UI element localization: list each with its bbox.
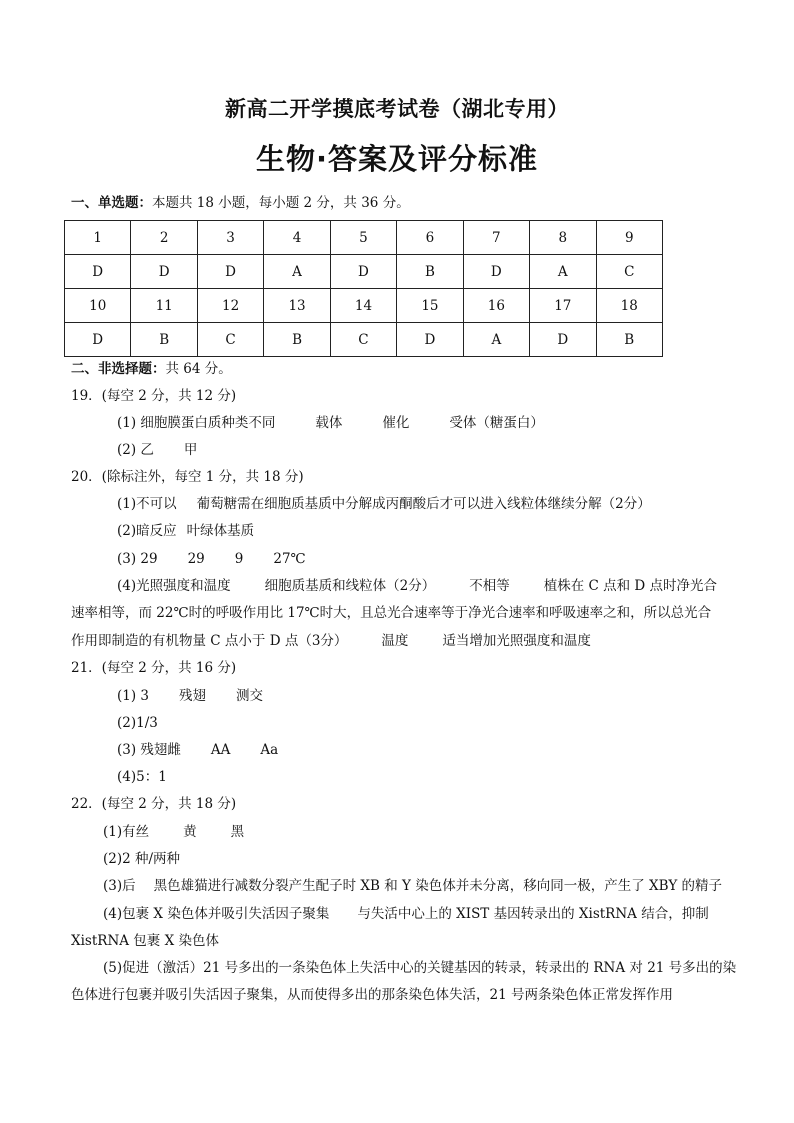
q21-answer-3: [117, 740, 278, 760]
table-cell: 3: [197, 221, 263, 255]
table-cell: D: [330, 255, 396, 289]
section-1-desc: 本题共 18 小题，每小题 2 分，共 36 分。: [152, 195, 410, 211]
table-cell: A: [463, 323, 529, 357]
q19-answer-2: [117, 440, 197, 460]
table-cell: D: [131, 255, 197, 289]
answer-text: 甲: [183, 442, 198, 458]
answer-text: 葡萄糖需在细胞质基质中分解成丙酮酸后才可以进入线粒体继续分解（2分）: [196, 496, 651, 512]
table-cell: 12: [197, 289, 263, 323]
answer-text: (1) 3: [117, 688, 150, 704]
answer-text: AA: [210, 742, 231, 758]
table-cell: 11: [131, 289, 197, 323]
answer-text: (3) 残翅雌: [117, 742, 181, 758]
q20-answer-3: [117, 549, 306, 569]
table-cell: 9: [596, 221, 663, 255]
q22-answer-1: [103, 822, 244, 842]
q22-answer-5: (5)促进（激活）21 号多出的一条染色体上失活中心的关键基因的转录，转录出的 RNA 对 21 号多出的染: [103, 960, 737, 976]
table-cell: A: [530, 255, 596, 289]
answer-text: (3)后: [103, 878, 136, 894]
answer-table: [64, 220, 663, 357]
answer-text: Aa: [260, 742, 279, 758]
answer-text: 27℃: [273, 551, 306, 567]
answer-text: 叶绿体基质: [186, 523, 255, 539]
q22-answer-2: (2)2 种/两种: [103, 851, 181, 867]
answer-text: (1)有丝: [103, 824, 150, 840]
q21-answer-1: [117, 686, 263, 706]
q20-answer-4-end: [71, 631, 591, 651]
answer-text: 载体: [315, 415, 343, 431]
answer-text: (3) 29: [117, 551, 158, 567]
table-cell: 13: [264, 289, 330, 323]
q20-answer-4: [117, 576, 717, 596]
table-cell: B: [131, 323, 197, 357]
table-cell: D: [65, 323, 131, 357]
table-cell: 2: [131, 221, 197, 255]
table-row: [65, 221, 663, 255]
answer-text: 残翅: [179, 688, 207, 704]
q20-header: 20．(除标注外，每空 1 分，共 18 分): [71, 469, 304, 485]
page-title: 新高二开学摸底考试卷（湖北专用）: [225, 96, 569, 121]
answer-text: 黑色雄猫进行减数分裂产生配子时 XB 和 Y 染色体并未分离，移向同一极，产生了 XBY 的精子: [153, 878, 723, 894]
page-subtitle: 生物·答案及评分标准: [255, 142, 539, 176]
section-2-label: 二、非选择题：: [71, 361, 166, 377]
table-cell: 10: [65, 289, 131, 323]
table-cell: 6: [397, 221, 463, 255]
answer-text: (2) 乙: [117, 442, 154, 458]
answer-text: 不相等: [469, 578, 510, 594]
q22-answer-4: [103, 904, 709, 924]
table-cell: D: [397, 323, 463, 357]
answer-text: 9: [234, 551, 244, 567]
answer-text: 适当增加光照强度和温度: [442, 633, 591, 649]
q21-answer-2: (2)1/3: [117, 715, 158, 731]
answer-text: (2)暗反应: [117, 523, 177, 539]
answer-text: (4)包裹 X 染色体并吸引失活因子聚集: [103, 906, 330, 922]
table-cell: 16: [463, 289, 529, 323]
table-cell: B: [264, 323, 330, 357]
section-1-heading: [71, 193, 410, 213]
q22-answer-3: [103, 876, 722, 896]
table-cell: D: [197, 255, 263, 289]
answer-text: 测交: [236, 688, 264, 704]
table-cell: C: [330, 323, 396, 357]
answer-text: 29: [187, 551, 205, 567]
answer-text: 温度: [381, 633, 409, 649]
table-cell: 15: [397, 289, 463, 323]
answer-text: (1) 细胞膜蛋白质种类不同: [117, 415, 276, 431]
q20-answer-2: [117, 521, 254, 541]
table-cell: 4: [264, 221, 330, 255]
table-cell: 8: [530, 221, 596, 255]
q22-answer-5-cont: 色体进行包裹并吸引失活因子聚集，从而使得多出的那条染色体失活，21 号两条染色体正常发挥作用: [71, 987, 673, 1003]
answer-text: 催化: [382, 415, 410, 431]
table-cell: C: [197, 323, 263, 357]
table-cell: B: [596, 323, 663, 357]
table-cell: 5: [330, 221, 396, 255]
answer-text: (1)不可以: [117, 496, 177, 512]
table-cell: 14: [330, 289, 396, 323]
table-cell: 7: [463, 221, 529, 255]
table-cell: D: [65, 255, 131, 289]
answer-text: 受体（糖蛋白）: [449, 415, 544, 431]
q20-answer-1: [117, 494, 651, 514]
q20-answer-4-cont: 速率相等，而 22℃时的呼吸作用比 17℃时大，且总光合速率等于净光合速率和呼吸速率之和，所以总光合: [71, 605, 712, 621]
section-2-desc: 共 64 分。: [165, 361, 232, 377]
answer-text: 植株在 C 点和 D 点时净光合: [543, 578, 718, 594]
answer-text: 黑: [230, 824, 245, 840]
answer-text: 细胞质基质和线粒体（2分）: [264, 578, 436, 594]
table-cell: 17: [530, 289, 596, 323]
answer-text: (4)光照强度和温度: [117, 578, 231, 594]
q19-answer-1: [117, 413, 544, 433]
table-cell: D: [530, 323, 596, 357]
q22-answer-4-cont: XistRNA 包裹 X 染色体: [71, 933, 219, 949]
table-cell: 18: [596, 289, 663, 323]
table-cell: B: [397, 255, 463, 289]
table-cell: C: [596, 255, 663, 289]
table-cell: 1: [65, 221, 131, 255]
q22-header: 22．(每空 2 分，共 18 分): [71, 796, 237, 812]
q21-header: 21．(每空 2 分，共 16 分): [71, 660, 237, 676]
q21-answer-4: (4)5：1: [117, 769, 167, 785]
q19-header: 19．(每空 2 分，共 12 分): [71, 388, 237, 404]
table-cell: A: [264, 255, 330, 289]
answer-text: 黄: [183, 824, 197, 840]
answer-text: 与失活中心上的 XIST 基因转录出的 XistRNA 结合，抑制: [357, 906, 709, 922]
table-row: [65, 323, 663, 357]
answer-text: 作用即制造的有机物量 C 点小于 D 点（3分）: [71, 633, 348, 649]
section-1-label: 一、单选题：: [71, 195, 152, 211]
table-row: [65, 289, 663, 323]
table-row: [65, 255, 663, 289]
table-cell: D: [463, 255, 529, 289]
section-2-heading: [71, 359, 232, 379]
